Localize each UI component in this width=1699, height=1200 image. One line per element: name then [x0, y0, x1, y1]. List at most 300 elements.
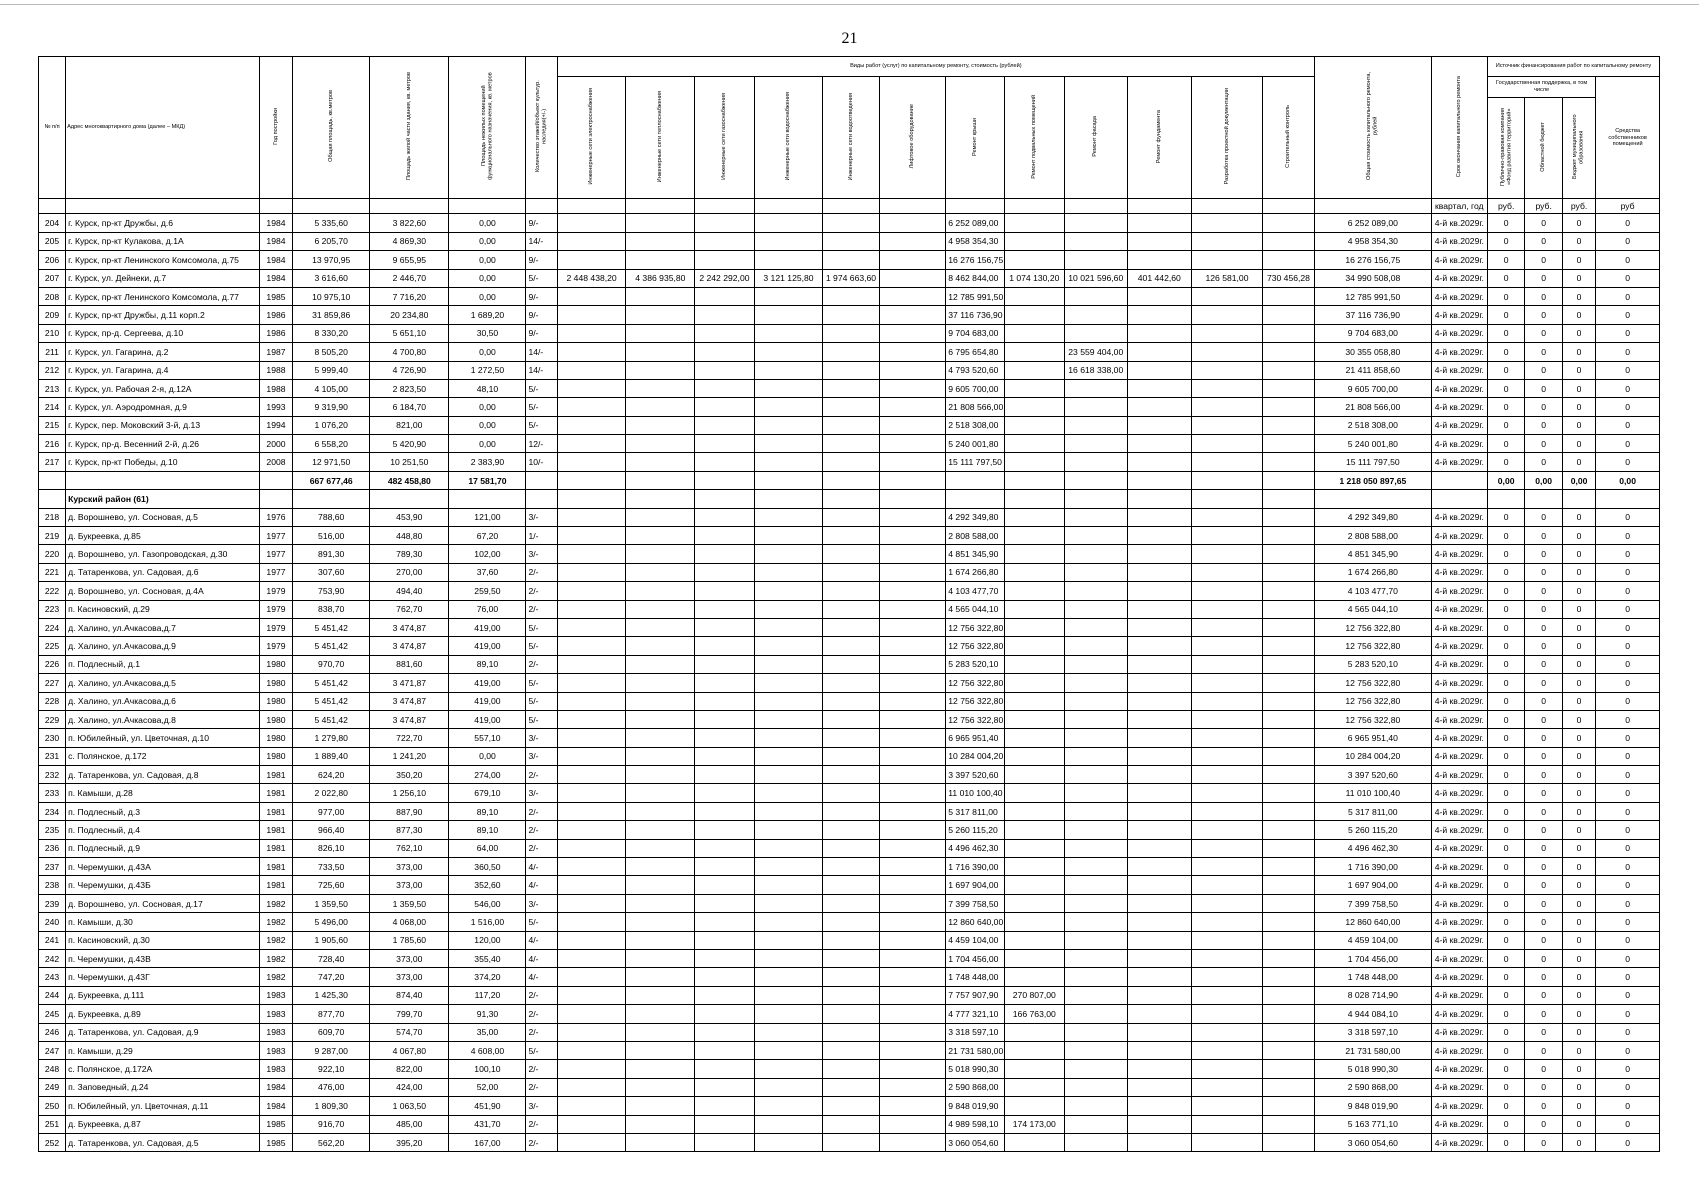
row-municipal-budget: 0 — [1562, 1133, 1595, 1151]
row-work-design — [1192, 214, 1263, 232]
row-public-fund: 0 — [1487, 1041, 1525, 1059]
row-number: 209 — [39, 306, 66, 324]
row-work-basement — [1004, 545, 1064, 563]
row-total-cost: 4 103 477,70 — [1314, 582, 1431, 600]
row-work-foundation — [1127, 747, 1192, 765]
row-work-gas — [695, 618, 754, 636]
row-number: 245 — [39, 1005, 66, 1023]
row-work-roof: 11 010 100,40 — [946, 784, 1004, 802]
row-work-gas — [695, 287, 754, 305]
row-nonres-area: 167,00 — [449, 1133, 526, 1151]
row-year: 1994 — [259, 416, 292, 434]
row-work-electric — [557, 913, 626, 931]
row-deadline: 4-й кв.2029г. — [1431, 287, 1487, 305]
row-municipal-budget: 0 — [1562, 269, 1595, 287]
row-work-elevator — [879, 747, 946, 765]
row-regional-budget: 0 — [1525, 416, 1563, 434]
unit-municipal-budget: руб. — [1562, 199, 1595, 214]
header-living-area: Площадь жилой части здания, кв. метров — [370, 57, 449, 199]
row-total-area: 970,70 — [293, 655, 370, 673]
row-work-heating — [626, 251, 695, 269]
row-work-facade — [1065, 1115, 1128, 1133]
row-work-design — [1192, 1005, 1263, 1023]
row-year: 1980 — [259, 729, 292, 747]
row-total-cost: 34 990 508,08 — [1314, 269, 1431, 287]
row-owners-funds: 0 — [1596, 361, 1660, 379]
row-floors: 5/- — [526, 692, 557, 710]
row-work-facade — [1065, 655, 1128, 673]
row-work-facade — [1065, 508, 1128, 526]
row-municipal-budget: 0 — [1562, 361, 1595, 379]
row-work-gas — [695, 729, 754, 747]
row-work-design — [1192, 766, 1263, 784]
row-work-control — [1262, 913, 1314, 931]
row-municipal-budget: 0 — [1562, 1078, 1595, 1096]
row-living-area: 887,90 — [370, 802, 449, 820]
row-year: 1982 — [259, 894, 292, 912]
row-work-control — [1262, 710, 1314, 728]
row-work-facade — [1065, 876, 1128, 894]
row-public-fund: 0 — [1487, 710, 1525, 728]
row-owners-funds: 0 — [1596, 232, 1660, 250]
row-work-foundation — [1127, 453, 1192, 471]
row-total-area: 1 359,50 — [293, 894, 370, 912]
row-owners-funds: 0 — [1596, 802, 1660, 820]
row-work-heating — [626, 361, 695, 379]
row-year: 1981 — [259, 858, 292, 876]
row-work-gas — [695, 306, 754, 324]
row-address: п. Юбилейный, ул. Цветочная, д.11 — [66, 1097, 260, 1115]
row-deadline: 4-й кв.2029г. — [1431, 747, 1487, 765]
row-work-electric — [557, 1115, 626, 1133]
row-work-sewer — [823, 251, 879, 269]
row-work-heating — [626, 563, 695, 581]
row-address: п. Камыши, д.28 — [66, 784, 260, 802]
table-row — [39, 950, 1660, 968]
table-row — [39, 913, 1660, 931]
row-work-heating — [626, 435, 695, 453]
row-deadline: 4-й кв.2029г. — [1431, 527, 1487, 545]
row-work-electric — [557, 986, 626, 1004]
row-total-area: 476,00 — [293, 1078, 370, 1096]
table-row — [39, 306, 1660, 324]
row-regional-budget: 0 — [1525, 306, 1563, 324]
row-number: 248 — [39, 1060, 66, 1078]
row-nonres-area: 0,00 — [449, 214, 526, 232]
row-nonres-area: 100,10 — [449, 1060, 526, 1078]
row-public-fund: 0 — [1487, 986, 1525, 1004]
row-work-sewer — [823, 913, 879, 931]
row-work-gas — [695, 821, 754, 839]
row-work-roof: 4 777 321,10 — [946, 1005, 1004, 1023]
row-number: 217 — [39, 453, 66, 471]
row-living-area: 1 359,50 — [370, 894, 449, 912]
row-total-area: 753,90 — [293, 582, 370, 600]
row-year: 1981 — [259, 821, 292, 839]
row-work-electric — [557, 545, 626, 563]
table-row — [39, 637, 1660, 655]
row-number: 237 — [39, 858, 66, 876]
row-regional-budget: 0 — [1525, 950, 1563, 968]
row-owners-funds: 0 — [1596, 1115, 1660, 1133]
row-deadline: 4-й кв.2029г. — [1431, 1078, 1487, 1096]
row-year: 1983 — [259, 986, 292, 1004]
row-work-facade — [1065, 582, 1128, 600]
table-row — [39, 398, 1660, 416]
row-work-design — [1192, 710, 1263, 728]
row-municipal-budget: 0 — [1562, 637, 1595, 655]
row-nonres-area: 374,20 — [449, 968, 526, 986]
row-deadline: 4-й кв.2029г. — [1431, 563, 1487, 581]
row-nonres-area: 0,00 — [449, 232, 526, 250]
row-floors: 2/- — [526, 1060, 557, 1078]
row-deadline: 4-й кв.2029г. — [1431, 1097, 1487, 1115]
row-work-facade — [1065, 1097, 1128, 1115]
row-work-roof: 16 276 156,75 — [946, 251, 1004, 269]
row-municipal-budget: 0 — [1562, 747, 1595, 765]
header-public-fund: Публично-правовая компания «Фонд развития территорий» — [1487, 97, 1525, 199]
row-work-elevator — [879, 821, 946, 839]
row-number: 226 — [39, 655, 66, 673]
table-row — [39, 747, 1660, 765]
row-number: 246 — [39, 1023, 66, 1041]
table-row — [39, 710, 1660, 728]
row-work-heating — [626, 968, 695, 986]
row-total-cost: 4 565 044,10 — [1314, 600, 1431, 618]
row-work-design — [1192, 692, 1263, 710]
row-public-fund: 0 — [1487, 435, 1525, 453]
row-work-water — [754, 913, 823, 931]
row-owners-funds: 0 — [1596, 858, 1660, 876]
row-municipal-budget: 0 — [1562, 1115, 1595, 1133]
row-floors: 2/- — [526, 839, 557, 857]
row-floors: 4/- — [526, 876, 557, 894]
row-address: г. Курск, пр-кт Ленинского Комсомола, д.77 — [66, 287, 260, 305]
row-work-heating — [626, 1060, 695, 1078]
row-work-water — [754, 1133, 823, 1151]
row-work-basement — [1004, 582, 1064, 600]
row-living-area: 1 785,60 — [370, 931, 449, 949]
header-floors: Количество этажей/объект культур. наследия(+/-) — [526, 57, 557, 199]
row-work-electric — [557, 1133, 626, 1151]
row-year: 1984 — [259, 214, 292, 232]
row-work-basement — [1004, 398, 1064, 416]
table-row — [39, 876, 1660, 894]
row-regional-budget: 0 — [1525, 1005, 1563, 1023]
row-work-sewer — [823, 582, 879, 600]
row-municipal-budget: 0 — [1562, 876, 1595, 894]
row-floors: 9/- — [526, 287, 557, 305]
row-municipal-budget: 0 — [1562, 453, 1595, 471]
row-municipal-budget: 0 — [1562, 251, 1595, 269]
row-work-sewer — [823, 1005, 879, 1023]
row-work-design — [1192, 1060, 1263, 1078]
row-living-area: 6 184,70 — [370, 398, 449, 416]
row-work-roof: 15 111 797,50 — [946, 453, 1004, 471]
row-municipal-budget: 0 — [1562, 324, 1595, 342]
row-total-area: 1 279,80 — [293, 729, 370, 747]
row-owners-funds: 0 — [1596, 416, 1660, 434]
row-total-area: 307,60 — [293, 563, 370, 581]
table-row — [39, 674, 1660, 692]
row-total-area: 747,20 — [293, 968, 370, 986]
row-work-foundation — [1127, 582, 1192, 600]
row-total-area: 9 319,90 — [293, 398, 370, 416]
row-deadline: 4-й кв.2029г. — [1431, 269, 1487, 287]
row-work-foundation — [1127, 784, 1192, 802]
row-regional-budget: 0 — [1525, 802, 1563, 820]
row-floors: 14/- — [526, 232, 557, 250]
row-work-roof: 4 496 462,30 — [946, 839, 1004, 857]
row-work-sewer: 1 974 663,60 — [823, 269, 879, 287]
header-deadline: Срок окончания капитального ремонта — [1431, 57, 1487, 199]
row-total-cost: 5 240 001,80 — [1314, 435, 1431, 453]
row-public-fund: 0 — [1487, 251, 1525, 269]
row-public-fund: 0 — [1487, 839, 1525, 857]
row-nonres-area: 419,00 — [449, 618, 526, 636]
nonres-area-sum: 17 581,70 — [449, 471, 526, 489]
row-nonres-area: 48,10 — [449, 379, 526, 397]
row-total-area: 5 496,00 — [293, 913, 370, 931]
row-nonres-area: 89,10 — [449, 655, 526, 673]
row-work-control — [1262, 563, 1314, 581]
row-year: 1979 — [259, 582, 292, 600]
row-work-basement — [1004, 361, 1064, 379]
row-public-fund: 0 — [1487, 453, 1525, 471]
row-work-electric — [557, 453, 626, 471]
row-year: 1986 — [259, 306, 292, 324]
row-public-fund: 0 — [1487, 802, 1525, 820]
row-number: 206 — [39, 251, 66, 269]
row-work-design — [1192, 950, 1263, 968]
row-owners-funds: 0 — [1596, 1060, 1660, 1078]
row-work-basement — [1004, 968, 1064, 986]
row-work-elevator — [879, 839, 946, 857]
row-floors: 2/- — [526, 1078, 557, 1096]
row-nonres-area: 259,50 — [449, 582, 526, 600]
row-floors: 3/- — [526, 508, 557, 526]
row-nonres-area: 431,70 — [449, 1115, 526, 1133]
row-deadline: 4-й кв.2029г. — [1431, 674, 1487, 692]
row-living-area: 822,00 — [370, 1060, 449, 1078]
row-work-design — [1192, 858, 1263, 876]
row-public-fund: 0 — [1487, 1060, 1525, 1078]
row-total-cost: 2 808 588,00 — [1314, 527, 1431, 545]
row-floors: 9/- — [526, 251, 557, 269]
row-owners-funds: 0 — [1596, 545, 1660, 563]
total-cost-sum: 1 218 050 897,65 — [1314, 471, 1431, 489]
row-total-cost: 6 252 089,00 — [1314, 214, 1431, 232]
row-municipal-budget: 0 — [1562, 729, 1595, 747]
row-work-heating — [626, 527, 695, 545]
row-owners-funds: 0 — [1596, 655, 1660, 673]
row-owners-funds: 0 — [1596, 1041, 1660, 1059]
row-work-design — [1192, 379, 1263, 397]
row-floors: 5/- — [526, 379, 557, 397]
header-total-cost: Общая стоимость капитального ремонта, рублей — [1314, 57, 1431, 199]
row-address: п. Касиновский, д.29 — [66, 600, 260, 618]
row-number: 222 — [39, 582, 66, 600]
row-total-area: 966,40 — [293, 821, 370, 839]
row-public-fund: 0 — [1487, 729, 1525, 747]
row-work-roof: 12 756 322,80 — [946, 637, 1004, 655]
row-work-facade — [1065, 674, 1128, 692]
row-total-cost: 12 756 322,80 — [1314, 618, 1431, 636]
row-public-fund: 0 — [1487, 214, 1525, 232]
row-work-roof: 2 590 868,00 — [946, 1078, 1004, 1096]
row-owners-funds: 0 — [1596, 784, 1660, 802]
row-year: 1983 — [259, 1041, 292, 1059]
row-work-control — [1262, 747, 1314, 765]
row-work-sewer — [823, 637, 879, 655]
row-owners-funds: 0 — [1596, 269, 1660, 287]
row-living-area: 2 823,50 — [370, 379, 449, 397]
row-year: 1980 — [259, 692, 292, 710]
row-floors: 14/- — [526, 361, 557, 379]
row-work-elevator — [879, 986, 946, 1004]
row-nonres-area: 91,30 — [449, 1005, 526, 1023]
row-total-cost: 15 111 797,50 — [1314, 453, 1431, 471]
row-work-design — [1192, 1115, 1263, 1133]
row-municipal-budget: 0 — [1562, 931, 1595, 949]
row-year: 1993 — [259, 398, 292, 416]
row-regional-budget: 0 — [1525, 1060, 1563, 1078]
row-work-foundation — [1127, 1115, 1192, 1133]
row-work-water — [754, 343, 823, 361]
row-work-control — [1262, 251, 1314, 269]
row-work-foundation — [1127, 251, 1192, 269]
row-work-elevator — [879, 876, 946, 894]
row-work-roof: 4 459 104,00 — [946, 931, 1004, 949]
row-work-water — [754, 545, 823, 563]
row-work-design — [1192, 784, 1263, 802]
row-work-control — [1262, 1097, 1314, 1115]
row-work-elevator — [879, 894, 946, 912]
row-address: п. Подлесный, д.4 — [66, 821, 260, 839]
row-owners-funds: 0 — [1596, 508, 1660, 526]
row-work-elevator — [879, 416, 946, 434]
row-work-sewer — [823, 968, 879, 986]
row-work-foundation — [1127, 1060, 1192, 1078]
row-work-heating — [626, 600, 695, 618]
row-work-water — [754, 361, 823, 379]
row-floors: 3/- — [526, 784, 557, 802]
row-nonres-area: 0,00 — [449, 251, 526, 269]
row-municipal-budget: 0 — [1562, 563, 1595, 581]
row-living-area: 3 474,87 — [370, 692, 449, 710]
row-owners-funds: 0 — [1596, 876, 1660, 894]
row-work-heating — [626, 1078, 695, 1096]
row-owners-funds: 0 — [1596, 251, 1660, 269]
row-work-facade — [1065, 600, 1128, 618]
row-work-elevator — [879, 306, 946, 324]
row-work-water — [754, 986, 823, 1004]
row-work-control — [1262, 453, 1314, 471]
row-public-fund: 0 — [1487, 398, 1525, 416]
row-work-sewer — [823, 287, 879, 305]
row-year: 1985 — [259, 287, 292, 305]
row-deadline: 4-й кв.2029г. — [1431, 453, 1487, 471]
row-total-area: 5 335,60 — [293, 214, 370, 232]
table-row — [39, 1133, 1660, 1151]
row-work-elevator — [879, 1078, 946, 1096]
row-total-cost: 5 260 115,20 — [1314, 821, 1431, 839]
row-address: д. Ворошнево, ул. Сосновая, д.4А — [66, 582, 260, 600]
row-work-heating — [626, 637, 695, 655]
row-public-fund: 0 — [1487, 821, 1525, 839]
row-work-facade — [1065, 747, 1128, 765]
row-year: 1983 — [259, 1005, 292, 1023]
row-work-electric — [557, 692, 626, 710]
table-row — [39, 1115, 1660, 1133]
row-work-basement — [1004, 950, 1064, 968]
row-work-gas — [695, 747, 754, 765]
row-work-sewer — [823, 655, 879, 673]
row-work-electric — [557, 563, 626, 581]
row-municipal-budget: 0 — [1562, 894, 1595, 912]
row-nonres-area: 546,00 — [449, 894, 526, 912]
header-work-electric: Инженерные сети электроснабжения — [557, 77, 626, 199]
row-deadline: 4-й кв.2029г. — [1431, 1005, 1487, 1023]
row-total-cost: 11 010 100,40 — [1314, 784, 1431, 802]
row-floors: 2/- — [526, 802, 557, 820]
row-total-cost: 5 283 520,10 — [1314, 655, 1431, 673]
row-work-foundation — [1127, 968, 1192, 986]
row-regional-budget: 0 — [1525, 894, 1563, 912]
row-work-elevator — [879, 784, 946, 802]
row-owners-funds: 0 — [1596, 747, 1660, 765]
row-nonres-area: 274,00 — [449, 766, 526, 784]
row-work-sewer — [823, 1115, 879, 1133]
row-nonres-area: 557,10 — [449, 729, 526, 747]
row-year: 2008 — [259, 453, 292, 471]
row-work-basement: 166 763,00 — [1004, 1005, 1064, 1023]
row-total-cost: 16 276 156,75 — [1314, 251, 1431, 269]
row-work-elevator — [879, 324, 946, 342]
row-deadline: 4-й кв.2029г. — [1431, 858, 1487, 876]
row-work-basement — [1004, 1023, 1064, 1041]
row-public-fund: 0 — [1487, 784, 1525, 802]
row-work-water — [754, 821, 823, 839]
row-work-design — [1192, 655, 1263, 673]
row-work-facade — [1065, 839, 1128, 857]
row-work-heating — [626, 710, 695, 728]
row-total-cost: 4 944 084,10 — [1314, 1005, 1431, 1023]
row-floors: 4/- — [526, 968, 557, 986]
row-owners-funds: 0 — [1596, 931, 1660, 949]
row-work-basement — [1004, 563, 1064, 581]
row-number: 208 — [39, 287, 66, 305]
row-public-fund: 0 — [1487, 894, 1525, 912]
row-total-cost: 9 848 019,90 — [1314, 1097, 1431, 1115]
row-year: 1976 — [259, 508, 292, 526]
row-work-roof: 5 283 520,10 — [946, 655, 1004, 673]
row-total-cost: 1 716 390,00 — [1314, 858, 1431, 876]
row-work-sewer — [823, 710, 879, 728]
table-row — [39, 839, 1660, 857]
row-work-heating: 4 386 935,80 — [626, 269, 695, 287]
row-work-gas — [695, 637, 754, 655]
row-total-cost: 12 785 991,50 — [1314, 287, 1431, 305]
row-year: 1981 — [259, 802, 292, 820]
row-work-gas — [695, 950, 754, 968]
row-work-water — [754, 600, 823, 618]
row-work-foundation — [1127, 1023, 1192, 1041]
row-regional-budget: 0 — [1525, 361, 1563, 379]
row-address: п. Юбилейный, ул. Цветочная, д.10 — [66, 729, 260, 747]
row-work-gas — [695, 1115, 754, 1133]
row-floors: 2/- — [526, 986, 557, 1004]
